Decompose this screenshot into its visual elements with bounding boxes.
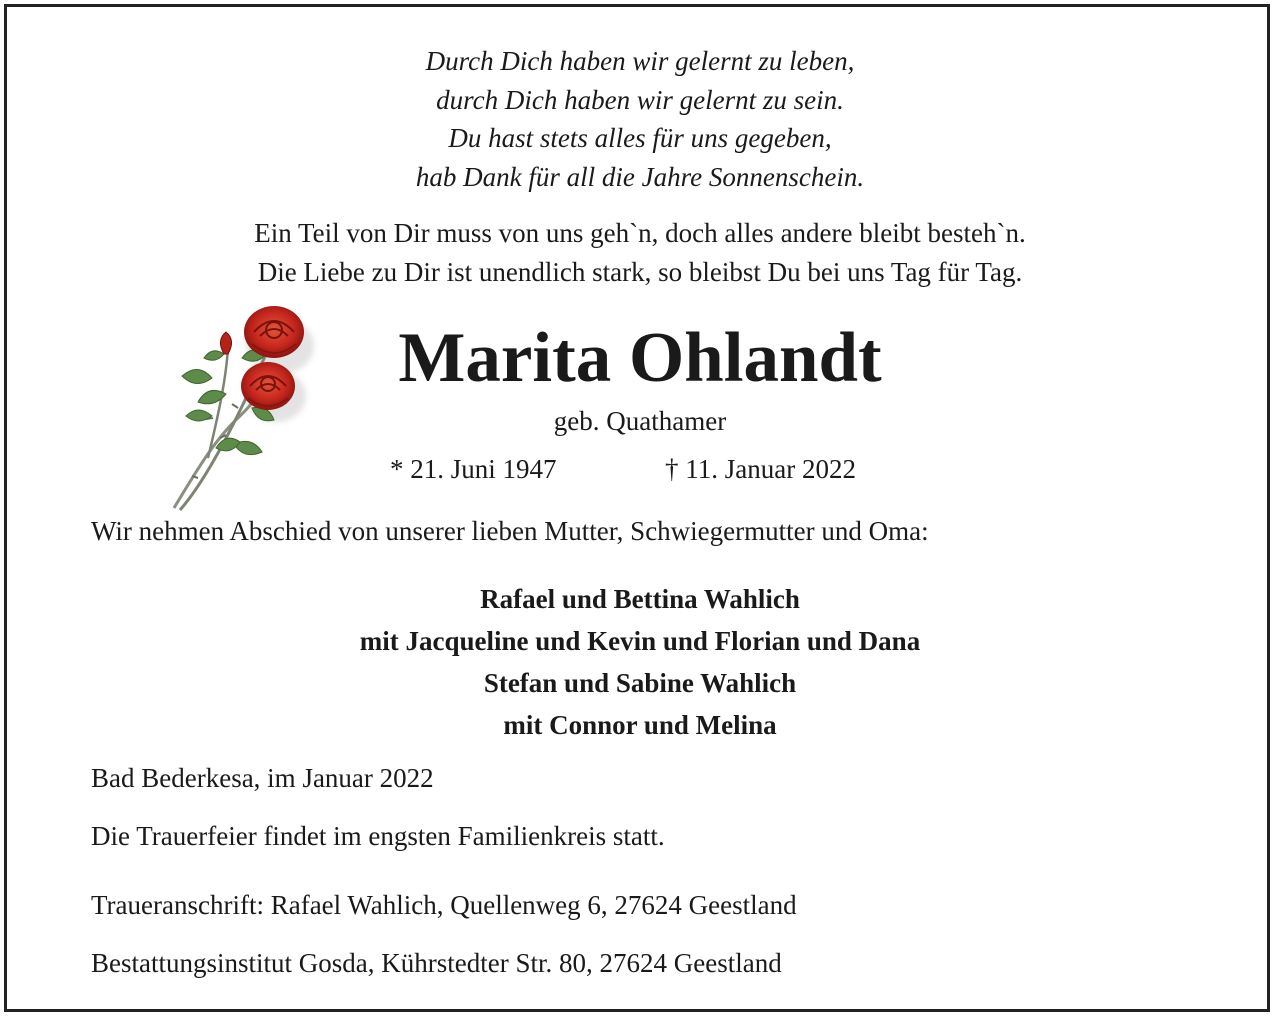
poem-line: Durch Dich haben wir gelernt zu leben, [425,46,855,76]
verse-line: Ein Teil von Dir muss von uns geh`n, doch alles andere bleibt besteh`n. [254,218,1026,248]
maiden-name: geb. Quathamer [553,406,727,436]
birth-date: * 21. Juni 1947 [390,454,557,484]
undertaker-address: Bestattungsinstitut Gosda, Kührstedter Str. 80, 27624 Geestland [91,948,782,978]
mourning-address: Traueranschrift: Rafael Wahlich, Quellenweg 6, 27624 Geestland [91,890,797,920]
family-list [0,578,1280,746]
family-line: Stefan und Sabine Wahlich [483,668,797,698]
poem-line: hab Dank für all die Jahre Sonnenschein. [415,161,865,192]
deceased-name: Marita Ohlandt [398,319,882,397]
verse [0,214,1280,292]
poem [0,42,1280,196]
family-line: Rafael und Bettina Wahlich [480,584,800,614]
death-date: † 11. Januar 2022 [665,454,856,484]
verse-line: Die Liebe zu Dir ist unendlich stark, so bleibst Du bei uns Tag für Tag. [257,257,1023,287]
farewell-intro: Wir nehmen Abschied von unserer lieben Mutter, Schwiegermutter und Oma: [91,516,929,546]
poem-line: durch Dich haben wir gelernt zu sein. [436,84,844,115]
family-line: mit Jacqueline und Kevin und Florian und Dana [359,626,921,656]
family-line: mit Connor und Melina [503,710,777,740]
ceremony-notice: Die Trauerfeier findet im engsten Familienkreis statt. [91,821,665,851]
poem-line: Du hast stets alles für uns gegeben, [448,123,832,153]
place-date: Bad Bederkesa, im Januar 2022 [91,763,434,793]
